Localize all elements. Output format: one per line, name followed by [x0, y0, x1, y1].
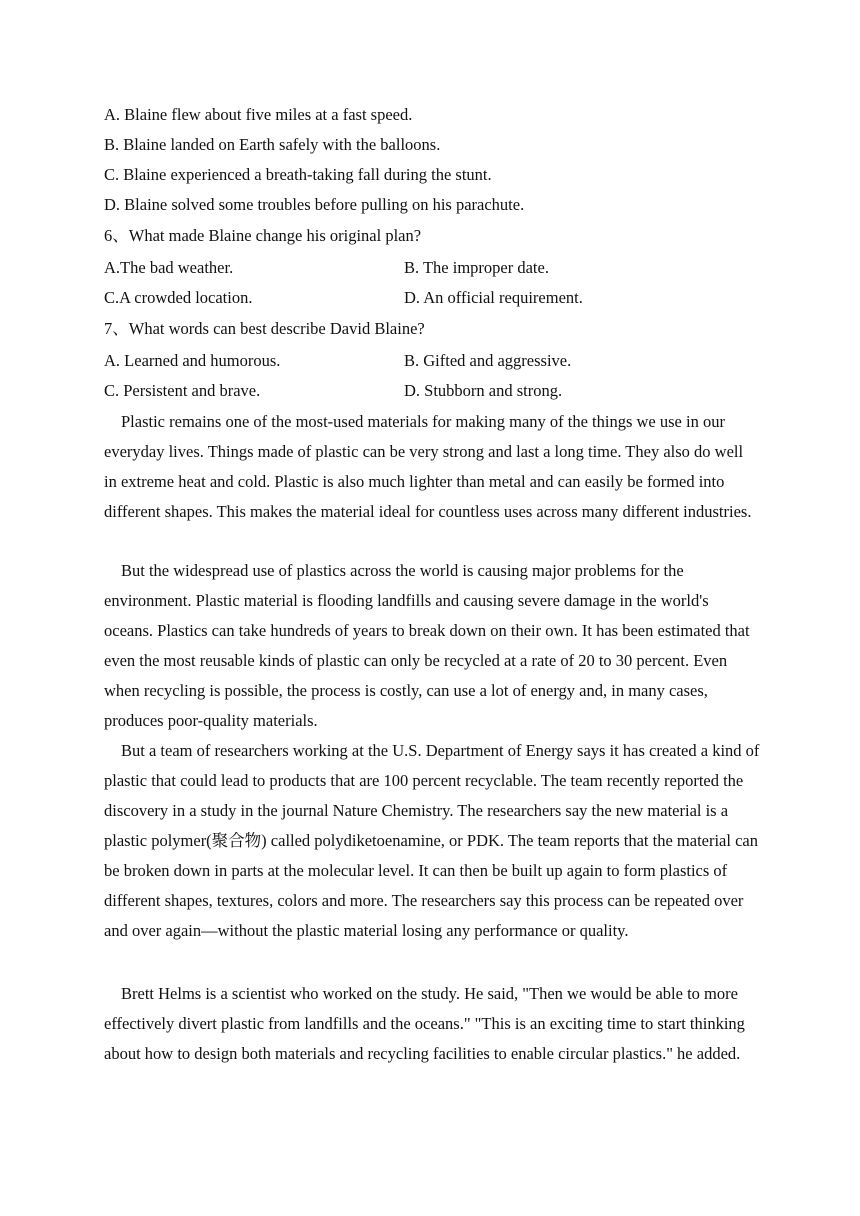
q5-option-b: B. Blaine landed on Earth safely with the balloons.	[104, 135, 441, 154]
q7-stem: 7、What words can best describe David Blaine?	[104, 319, 425, 338]
q7-option-a: A. Learned and humorous.	[104, 351, 281, 370]
q5-option-c: C. Blaine experienced a breath-taking fall during the stunt.	[104, 165, 492, 184]
q5-option-d: D. Blaine solved some troubles before pulling on his parachute.	[104, 195, 525, 214]
q7-option-b: B. Gifted and aggressive.	[404, 351, 572, 370]
q5-option-a: A. Blaine flew about five miles at a fast speed.	[104, 105, 413, 124]
q7-option-c: C. Persistent and brave.	[104, 381, 261, 400]
q6-option-d: D. An official requirement.	[404, 288, 583, 307]
passage-paragraph-3: But a team of researchers working at the U.S. Department of Energy says it has created a kind of plastic that could lead to products that are 100 percent recyclable. The team recently reported the discovery in a study in the journal Nature Chemistry. The researchers say the new material is a plastic polymer(聚合物) called polydiketoenamine, or PDK. The team reports that the material can be broken down in parts at the molecular level. It can then be built up again to form plastics of different shapes, textures, colors and more. The researchers say this process can be repeated over and over again—without the plastic material losing any performance or quality.	[104, 741, 760, 940]
passage-paragraph-1: Plastic remains one of the most-used materials for making many of the things we use in our everyday lives. Things made of plastic can be very strong and last a long time. They also do well in extreme heat and cold. Plastic is also much lighter than metal and can easily be formed into different shapes. This makes the material ideal for countless uses across many different industries.	[104, 412, 752, 521]
passage-paragraph-2: But the widespread use of plastics across the world is causing major problems for the environment. Plastic material is flooding landfills and causing severe damage in the world's oceans. Plastics can take hundreds of years to break down on their own. It has been estimated that even the most reusable kinds of plastic can only be recycled at a rate of 20 to 30 percent. Even when recycling is possible, the process is costly, can use a lot of energy and, in many cases, produces poor-quality materials.	[104, 561, 750, 730]
passage-paragraph-4: Brett Helms is a scientist who worked on the study. He said, "Then we would be able to more effectively divert plastic from landfills and the oceans." "This is an exciting time to start thinking about how to design both materials and recycling facilities to enable circular plastics." he added.	[104, 984, 745, 1063]
q6-option-b: B. The improper date.	[404, 258, 549, 277]
q7-option-d: D. Stubborn and strong.	[404, 381, 563, 400]
q6-option-c: C.A crowded location.	[104, 288, 253, 307]
q6-option-a: A.The bad weather.	[104, 258, 234, 277]
q6-stem: 6、What made Blaine change his original plan?	[104, 226, 422, 245]
